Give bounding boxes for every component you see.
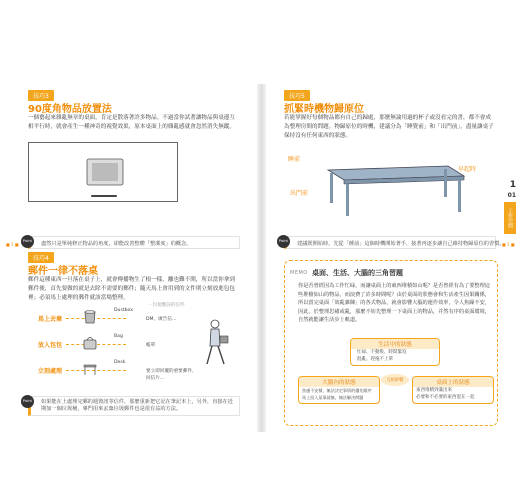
point-badge: Point — [21, 235, 34, 248]
flow-desc: 帳單 — [146, 343, 156, 348]
flow-tag: Desk — [114, 360, 126, 365]
tri-heading: 大腦內的狀態 — [299, 377, 379, 387]
point-box — [23, 236, 240, 249]
section-title: 抓緊時機物歸原位 — [284, 104, 364, 115]
point-box — [23, 396, 240, 416]
section-tag: 技巧3 — [28, 90, 54, 101]
desk-state-box — [412, 376, 494, 404]
life-state-box — [350, 338, 440, 366]
tri-item: 必要和不必要的東西混在一起 — [416, 395, 475, 400]
page-side-mark: ■ 1 ■ — [6, 242, 19, 247]
memo-title: 桌面、生活、大腦的三角習題 — [312, 269, 403, 277]
tri-item: 馬上投入某事就無，無法解決問題 — [302, 395, 364, 400]
flow-desc: DM、廣告信… — [146, 317, 177, 322]
laptop-pen-illustration — [29, 143, 179, 203]
point-text: 建議既開始時，先從「睡前」這個時機開始著手，接著再逐步讓自己維持物歸原位的習慣。 — [297, 241, 505, 247]
chapter-number: 1 — [509, 180, 516, 190]
desk-illustration — [28, 142, 178, 202]
mutual-influence-label: 互相影響 — [381, 374, 409, 386]
tri-item: 東西堆積到滿出來 — [416, 388, 452, 393]
flow-label: 放入包包 — [38, 342, 63, 349]
point-badge: Point — [277, 235, 290, 248]
tri-heading: 生活中的狀態 — [351, 339, 439, 349]
chapter-tab[interactable]: 工作空間 — [504, 202, 516, 234]
bag-icon — [82, 334, 98, 350]
walking-person-illustration — [198, 318, 232, 368]
point-box — [279, 236, 505, 249]
book-spine — [257, 84, 266, 432]
timing-label: 睡前 — [288, 156, 301, 163]
tri-item: 焦慮不安積，無法決定事情的優先順序 — [302, 388, 372, 393]
point-badge: Point — [21, 395, 34, 408]
section-title: 郵件一律不落桌 — [28, 266, 98, 277]
point-text: 盡然只是單純修正物品的角度，卻能改善整體「整潔度」的概念。 — [41, 241, 192, 247]
page-side-mark: ■ 1 ■ — [502, 242, 515, 247]
tri-heading: 桌面上的狀態 — [413, 377, 493, 387]
tri-item: 忙碌、不動股、時間緊迫 — [357, 350, 407, 355]
body-note: 一封規應該的信件 — [148, 303, 185, 308]
desk-icon — [82, 360, 98, 376]
flow-desc: 要立即回覆的重要郵件、回信片… — [146, 369, 197, 381]
memo-tag: MEMO — [290, 270, 308, 276]
flow-tag: Bag — [114, 334, 123, 339]
memo-body: 你是否曾經因為工作忙碌，而讓桌面上的東西堆積如山呢？是否曾經有為了要整理這些堆積如山的物品，而浪費了許多時間呢？由於桌面的狀態會和生活產生因果關係，所以當完桌面「效亂雜陳」的各式物品，就會影響大腦的運作效率，令人焦躁不安，因此，於整理思緒或亂，那麼不妨先整理一下桌面上的物品，并然有序的桌面環境，自然就能讓生活步上軌道。 — [298, 283, 490, 323]
timing-label: 早起時 — [458, 166, 477, 173]
section-title: 90度角物品放置法 — [28, 104, 112, 115]
flow-label: 馬上丟棄 — [38, 316, 63, 323]
brain-state-box — [298, 376, 380, 404]
dustbin-icon — [82, 308, 98, 324]
timing-label: 出門前 — [290, 190, 309, 197]
section-body: 若能掌握好每個物品都有自己的歸處，那麼無論用過的杯子或沒看完的書，都不會成為整理房間的問題。物歸原位的時機，建議分為「睡覺前」和「出門前」，盡量讓桌子保持沒有任何東西的狀態。 — [284, 115, 494, 139]
section-tag: 技巧5 — [284, 90, 310, 101]
point-text: 如果能在上處理完郵的週資訊等信件，那麼重新把它記在筆記本上，另外，直接在近期加一個垃圾桶，專門用來丟棄垃圾郵件也是很有益的方法。 — [41, 399, 233, 412]
flow-tag: Dustbox — [114, 308, 133, 313]
table-illustration — [318, 148, 468, 218]
tri-item: 混亂、趕拖不上單 — [357, 357, 393, 362]
chapter-subnumber: 01 — [507, 192, 516, 199]
section-body: 一個藝起來雜亂無章的桌面，肯定是散落著許多物品。不過當你試著讓物品與桌邊互相平行時，就會產生一種神奇的視覺效果，原本桌面上的雜亂感就會忽然消失無蹤。 — [28, 115, 235, 130]
flow-label: 立刻處理 — [38, 368, 63, 375]
section-tag: 技巧4 — [28, 252, 54, 263]
section-body: 郵件這種東西一旦落在桌子上，就會傳播物生了根一樣，離也難不開，所以當你拿到郵件後，首先要做的就是去除不需要的郵件；隨天馬上會用到的文件則立刻放進包包裡；必須馬上處理的郵件就該當場整理。 — [28, 277, 235, 301]
